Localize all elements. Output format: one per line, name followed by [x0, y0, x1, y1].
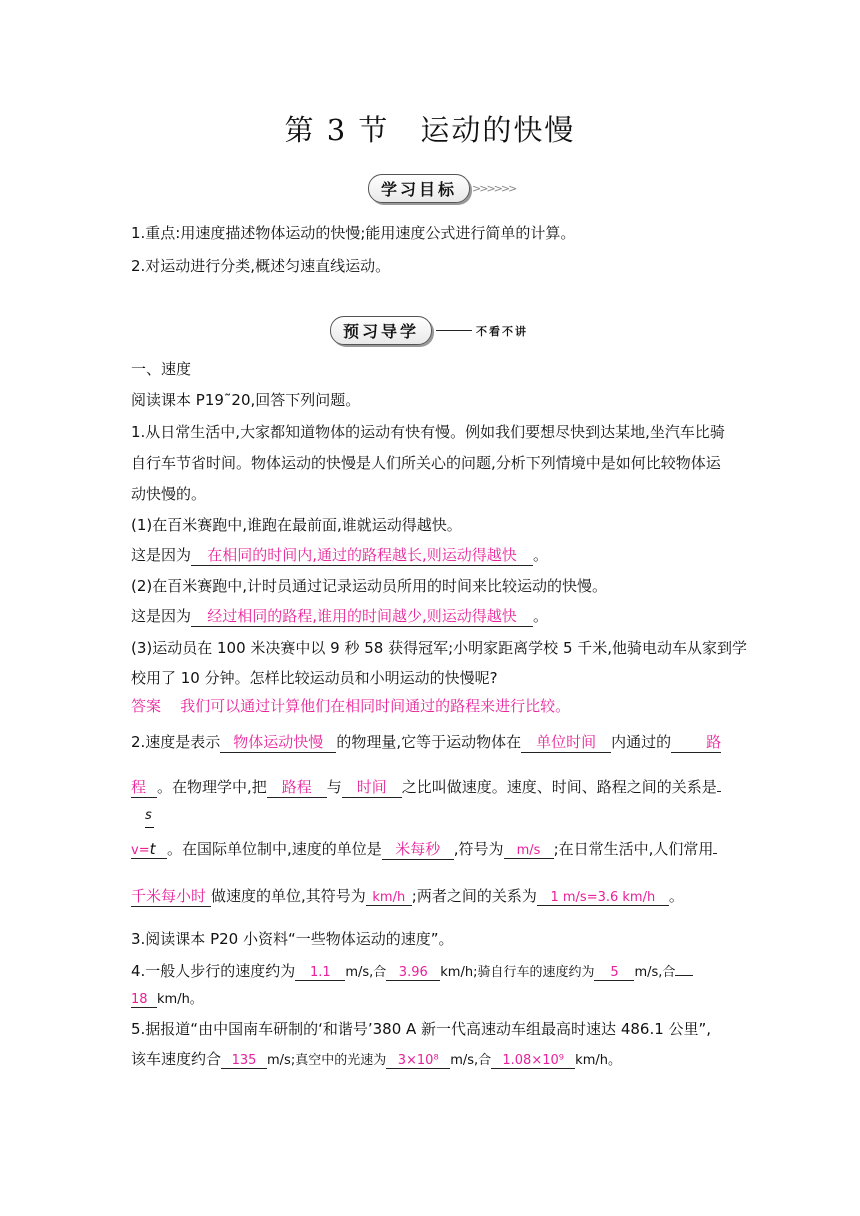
text: m/s,合 — [345, 965, 387, 980]
formula-numerator: s — [145, 808, 152, 823]
q1-text: 自行车节省时间。物体运动的快慢是人们所关心的问题,分析下列情境中是如何比较物体运 — [131, 454, 721, 472]
divider — [436, 330, 472, 331]
q1-2-answer-line — [131, 605, 548, 627]
answer-blank: 路 — [671, 731, 721, 753]
text: 与 — [326, 778, 342, 796]
q2-line-3 — [131, 838, 717, 860]
badge-subtitle: 不看不讲 — [476, 324, 529, 338]
punct: 。 — [533, 546, 549, 564]
answer-blank: 在相同的时间内,通过的路程越长,则运动得越快 — [191, 544, 533, 566]
answer-blank: 程 — [131, 776, 157, 798]
answer-text: 我们可以通过计算他们在相同时间通过的路程来进行比较。 — [180, 697, 571, 715]
answer-blank: 18 — [131, 992, 157, 1008]
text: m/s,合 — [634, 965, 676, 980]
q1-3-text: (3)运动员在 100 米决赛中以 9 秒 58 获得冠军;小明家距离学校 5 千米,他骑电动车从家到学 — [131, 639, 748, 657]
page-title: 第 3 节 运动的快慢 — [284, 113, 576, 147]
q2-line-1 — [131, 731, 721, 753]
q1-text: 1.从日常生活中,大家都知道物体的运动有快有慢。例如我们要想尽快到达某地,坐汽车比骑 — [131, 423, 725, 441]
q2-line-2 — [131, 776, 721, 798]
learning-goals-badge — [368, 174, 515, 203]
arrows-icon: >>>>>> — [472, 182, 516, 195]
q5-line-1: 5.据报道“由中国南车研制的‘和谐号’380 A 新一代高速动车组最高时速达 486.1 公里”, — [131, 1020, 712, 1038]
goal-1: 1.重点:用速度描述物体运动的快慢;能用速度公式进行简单的计算。 — [131, 224, 576, 242]
text: km/h。 — [575, 1053, 621, 1068]
formula-denominator: t — [149, 840, 156, 858]
answer-blank: 米每秒 — [382, 838, 454, 860]
text: 的物理量,它等于运动物体在 — [336, 733, 522, 751]
text: 内通过的 — [611, 733, 672, 751]
answer-blank: 千米每小时 — [131, 885, 211, 907]
section-heading: 一、速度 — [131, 360, 192, 378]
q2-line-4 — [131, 885, 684, 907]
text: km/h;骑自行车的速度约为 — [440, 965, 595, 980]
reading-instruction: 阅读课本 P19˜20,回答下列问题。 — [131, 391, 361, 409]
answer-blank: 1.08×10⁹ — [491, 1053, 575, 1069]
text: 。 — [668, 887, 684, 905]
answer-blank: 3×10⁸ — [386, 1053, 450, 1069]
text: km/h。 — [157, 992, 203, 1007]
q1-2-text: (2)在百米赛跑中,计时员通过记录运动员所用的时间来比较运动的快慢。 — [131, 577, 608, 595]
fraction-bar — [145, 827, 154, 828]
text: ;两者之间的关系为 — [411, 887, 537, 905]
text: ,符号为 — [453, 840, 504, 858]
badge-label: 预习导学 — [330, 316, 432, 345]
text: ;在日常生活中,人们常用 — [553, 840, 714, 858]
answer-label: 答案 — [131, 697, 162, 715]
answer-blank — [717, 791, 721, 792]
answer-blank: 1.1 — [295, 965, 345, 981]
text: 。在国际单位制中,速度的单位是 — [167, 840, 382, 858]
q5-line-2 — [131, 1048, 621, 1069]
q4-line-2 — [131, 988, 203, 1008]
text: m/s,合 — [450, 1053, 492, 1068]
preview-badge — [330, 316, 528, 345]
text: 4.一般人步行的速度约为 — [131, 962, 296, 980]
answer-blank: 5 — [594, 965, 634, 981]
answer-blank: 经过相同的路程,谁用的时间越少,则运动得越快 — [191, 605, 533, 627]
answer-blank: 物体运动快慢 — [220, 731, 336, 753]
answer-line — [131, 695, 570, 716]
text: m/s;真空中的光速为 — [267, 1053, 387, 1068]
formula-text: v= — [131, 843, 150, 858]
q4-line-1 — [131, 960, 693, 981]
text: 。在物理学中,把 — [157, 778, 267, 796]
q1-1-text: (1)在百米赛跑中,谁跑在最前面,谁就运动得越快。 — [131, 516, 462, 534]
badge-label: 学习目标 — [368, 174, 470, 203]
q1-text: 动快慢的。 — [131, 485, 207, 503]
answer-blank: 1 m/s=3.6 km/h — [537, 890, 669, 906]
text: 该车速度约合 — [131, 1050, 222, 1068]
answer-blank: 135 — [221, 1053, 267, 1069]
formula-blank — [131, 840, 167, 859]
text: 之比叫做速度。速度、时间、路程之间的关系是 — [401, 778, 717, 796]
answer-blank — [675, 975, 693, 976]
answer-blank: 路程 — [267, 776, 327, 798]
text: 做速度的单位,其符号为 — [211, 887, 366, 905]
answer-blank: 单位时间 — [521, 731, 611, 753]
label: 这是因为 — [131, 546, 192, 564]
q3-text: 3.阅读课本 P20 小资料“一些物体运动的速度”。 — [131, 930, 454, 948]
q1-1-answer-line — [131, 544, 548, 566]
goal-2: 2.对运动进行分类,概述匀速直线运动。 — [131, 257, 391, 275]
answer-blank: 3.96 — [386, 965, 440, 981]
answer-blank: km/h — [366, 890, 412, 906]
punct: 。 — [533, 607, 549, 625]
answer-blank: 时间 — [342, 776, 402, 798]
text: 2.速度是表示 — [131, 733, 221, 751]
q1-3-text: 校用了 10 分钟。怎样比较运动员和小明运动的快慢呢? — [131, 669, 498, 687]
answer-blank — [713, 853, 717, 854]
answer-blank: m/s — [504, 843, 554, 859]
label: 这是因为 — [131, 607, 192, 625]
